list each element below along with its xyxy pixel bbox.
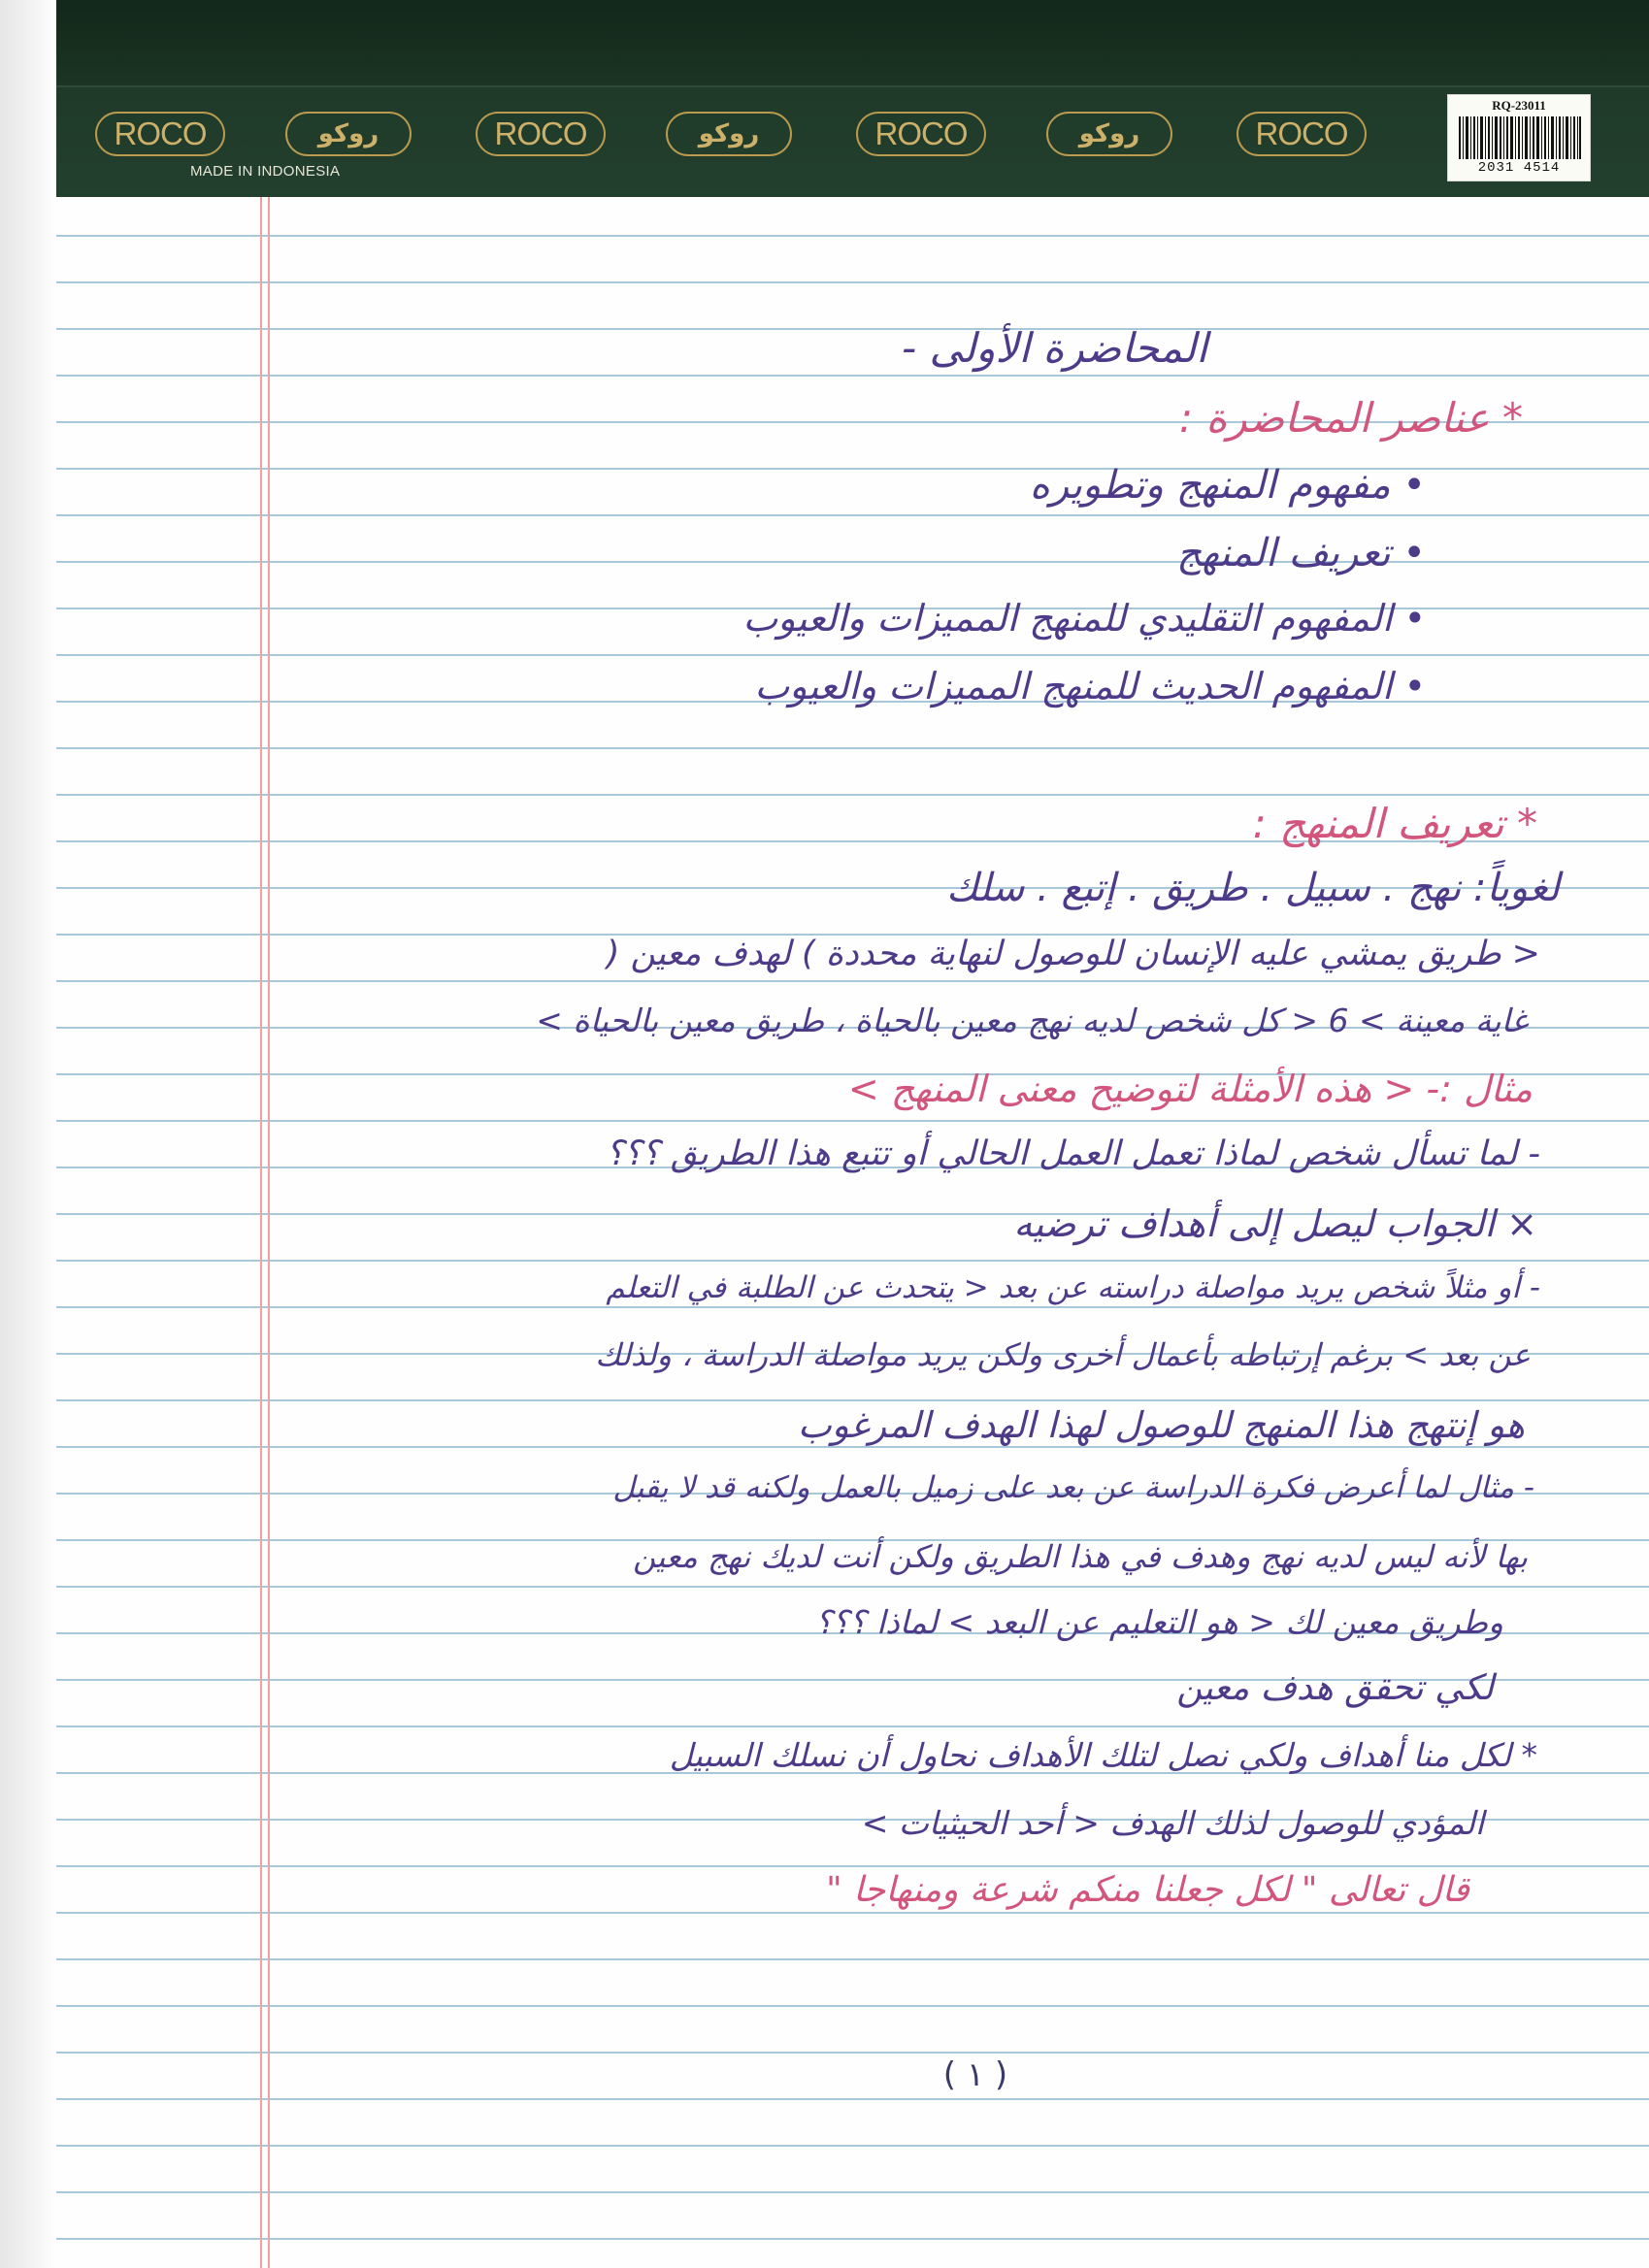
note-line: بها لأنه ليس لديه نهج وهدف في هذا الطريق ولكن أنت لديك نهج معين	[633, 1538, 1528, 1575]
margin-line-left	[260, 197, 262, 2268]
brand-logo-latin: ROCO	[95, 112, 225, 156]
brand-logo-latin: ROCO	[1237, 112, 1367, 156]
brand-logo-latin: ROCO	[476, 112, 606, 156]
note-line: لكي تحقق هدف معين	[1176, 1668, 1494, 1708]
brand-logo-arabic: روكو	[285, 112, 412, 156]
definition-heading: * تعريف المنهج :	[1252, 800, 1537, 847]
note-line: لغوياً: نهج . سبيل . طريق . إتبع . سلك	[945, 866, 1560, 910]
barcode-number: 2031 4514	[1477, 160, 1561, 176]
note-line: المؤدي للوصول لذلك الهدف < أحد الحيثيات >	[861, 1804, 1484, 1842]
note-line: عن بعد > برغم إرتباطه بأعمال أخرى ولكن يريد مواصلة الدراسة ، ولذلك	[595, 1336, 1531, 1373]
barcode-label	[1447, 94, 1591, 181]
scan-shadow	[0, 0, 58, 2268]
brand-logo-latin: ROCO	[856, 112, 986, 156]
header-divider	[56, 85, 1649, 87]
quran-quote: قال تعالى " لكل جعلنا منكم شرعة ومنهاجا "	[826, 1870, 1469, 1910]
product-code: RQ-23011	[1492, 98, 1546, 113]
element-item: • مفهوم المنهج وتطويره	[1029, 463, 1426, 508]
note-line: وطريق معين لك < هو التعليم عن البعد > لماذا ؟؟؟	[814, 1603, 1503, 1641]
note-line: < طريق يمشي عليه الإنسان للوصول لنهاية محددة ) لهدف معين (	[606, 935, 1540, 973]
note-line: غاية معينة > 6 < كل شخص لديه نهج معين بالحياة ، طريق معين بالحياة >	[536, 1002, 1528, 1039]
page-number: ( ١ )	[942, 2055, 1008, 2094]
header-top-band	[56, 0, 1649, 85]
brand-logo-arabic: روكو	[1046, 112, 1172, 156]
note-line: - لما تسأل شخص لماذا تعمل العمل الحالي أو تتبع هذا الطريق ؟؟؟	[605, 1134, 1540, 1173]
notepad-header	[56, 0, 1649, 197]
note-line: × الجواب ليصل إلى أهداف ترضيه	[1013, 1202, 1537, 1245]
note-line: - مثال لما أعرض فكرة الدراسة عن بعد على زميل بالعمل ولكنه قد لا يقبل	[612, 1470, 1534, 1505]
note-line: - أو مثلاً شخص يريد مواصلة دراسته عن بعد < يتحدث عن الطلبة في التعلم	[606, 1270, 1540, 1305]
brand-logo-arabic: روكو	[666, 112, 792, 156]
elements-heading: * عناصر المحاضرة :	[1178, 394, 1523, 442]
lecture-title: المحاضرة الأولى -	[901, 324, 1207, 372]
element-item: • المفهوم التقليدي للمنهج المميزات والعيوب	[742, 597, 1426, 640]
margin-line-right	[268, 197, 270, 2268]
note-line: * لكل منا أهداف ولكي نصل لتلك الأهداف نحاول أن نسلك السبيل	[669, 1736, 1537, 1774]
barcode-icon	[1459, 116, 1581, 159]
made-in-label: MADE IN INDONESIA	[190, 163, 341, 180]
note-line: مثال :- < هذه الأمثلة لتوضيح معنى المنهج >	[847, 1068, 1533, 1110]
note-line: هو إنتهج هذا المنهج للوصول لهذا الهدف المرغوب	[797, 1404, 1525, 1446]
element-item: • تعريف المنهج	[1176, 531, 1426, 575]
element-item: • المفهوم الحديث للمنهج المميزات والعيوب	[754, 665, 1426, 707]
